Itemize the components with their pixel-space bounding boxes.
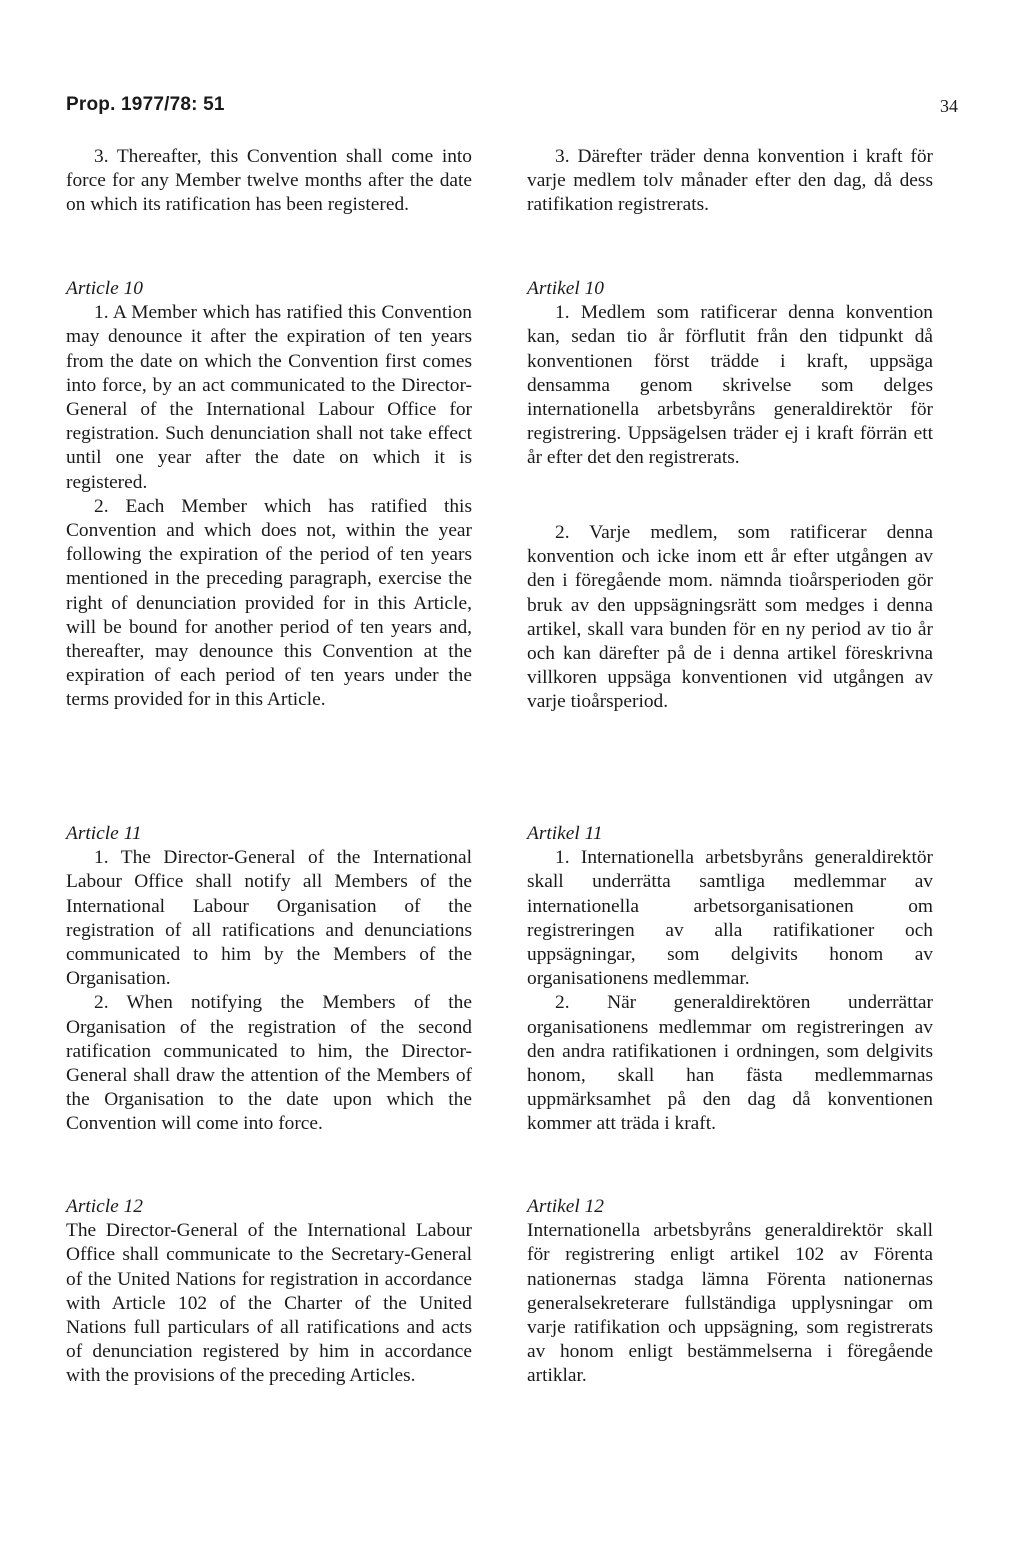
paragraph: 2. When notifying the Members of the Organisation of the registration of the second ratification communicated to him, the Director-General shall draw the attention of the Members of the Organisation to the date upon which the Convention will come into force.: [66, 992, 472, 1135]
article-11-sv: [527, 822, 933, 1137]
article-heading: Article 10: [66, 278, 144, 299]
article-11-en: [66, 822, 472, 1137]
paragraph: 2. Varje medlem, som ratificerar denna konvention och icke inom ett år efter utgången av den i föregående mom. nämnda tioårsperioden gör bruk av den uppsägningsrätt som medges i denna artikel, skall vara bunden för en ny period av tio år och kan därefter på de i denna artikel föreskrivna villkoren uppsäga konventionen vid utgången av varje tioårsperiod.: [527, 522, 933, 713]
article-12-sv: [527, 1195, 933, 1389]
proposition-reference: Prop. 1977/78: 51: [66, 94, 225, 115]
article-9-continuation-en: [66, 145, 472, 218]
paragraph: 2. När generaldirektören underrättar organisationens medlemmar om registreringen av den andra ratifikationen i ordningen, som delgivits honom, skall han fästa medlemmarnas uppmärksamhet på den dag då konventionen kommer att träda i kraft.: [527, 992, 933, 1135]
page-number: 34: [940, 96, 958, 116]
article-10-sv: [527, 277, 933, 471]
paragraph: The Director-General of the International Labour Office shall communicate to the Secretary-General of the United Nations for registration in accordance with Article 102 of the Charter of the United Nations full particulars of all ratifications and acts of denunciation registered by him in accordance with the provisions of the preceding Articles.: [66, 1220, 472, 1387]
article-12-en: [66, 1195, 472, 1389]
paragraph: 3. Därefter träder denna konvention i kraft för varje medlem tolv månader efter den dag, då dess ratifikation registrerats.: [527, 146, 933, 216]
paragraph: 1. Internationella arbetsbyråns generaldirektör skall underrätta samtliga medlemmar av internationella arbetsorganisationen om registreringen av alla ratifikationer och uppsägningar, som delgivits honom av organisationens medlemmar.: [527, 847, 933, 990]
article-10-para2-sv: [527, 521, 933, 715]
article-heading: Article 12: [66, 1196, 144, 1217]
page-header: [66, 94, 958, 124]
article-heading: Artikel 11: [527, 823, 603, 844]
paragraph: 1. The Director-General of the International Labour Office shall notify all Members of the International Labour Organisation of the registration of all ratifications and denunciations communicated to him by the Members of the Organisation.: [66, 847, 472, 990]
paragraph: Internationella arbetsbyråns generaldirektör skall för registrering enligt artikel 102 av Förenta nationernas stadga lämna Förenta nationernas generalsekreterare fullständiga upplysningar om varje ratifikation och uppsägning, som registrerats av honom enligt bestämmelserna i föregående artiklar.: [527, 1220, 933, 1387]
paragraph: 2. Each Member which has ratified this Convention and which does not, within the year following the expiration of the period of ten years mentioned in the preceding paragraph, exercise the right of denunciation provided for in this Article, will be bound for another period of ten years and, thereafter, may denounce this Convention at the expiration of each period of ten years under the terms provided for in this Article.: [66, 495, 472, 711]
article-heading: Article 11: [66, 823, 142, 844]
paragraph: 1. A Member which has ratified this Convention may denounce it after the expiration of ten years from the date on which the Convention first comes into force, by an act communicated to the Director-General of the International Labour Office for registration. Such denunciation shall not take effect until one year after the date on which it is registered.: [66, 302, 472, 493]
paragraph: 3. Thereafter, this Convention shall come into force for any Member twelve months after the date on which its ratification has been registered.: [66, 146, 472, 216]
paragraph: 1. Medlem som ratificerar denna konvention kan, sedan tio år förflutit från den tidpunkt då konventionen först trädde i kraft, uppsäga densamma genom skrivelse som delges internationella arbetsbyråns generaldirektör för registrering. Uppsägelsen träder ej i kraft förrän ett år efter det den registrerats.: [527, 302, 933, 469]
article-heading: Artikel 12: [527, 1196, 605, 1217]
article-10-en: [66, 277, 472, 713]
article-heading: Artikel 10: [527, 278, 605, 299]
article-9-continuation-sv: [527, 145, 933, 218]
